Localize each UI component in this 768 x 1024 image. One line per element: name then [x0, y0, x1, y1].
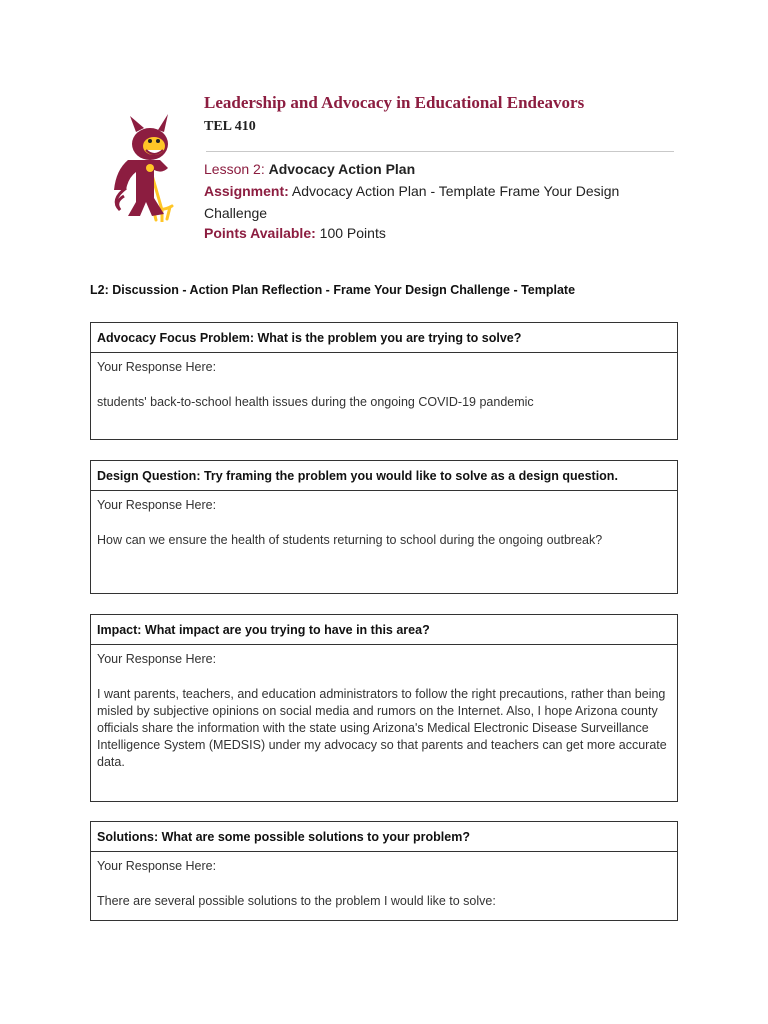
question-box-focus-problem: [90, 322, 678, 440]
question-box-impact: [90, 614, 678, 802]
course-code: TEL 410: [204, 119, 256, 134]
question-prompt: Advocacy Focus Problem: What is the problem you are trying to solve?: [91, 323, 677, 353]
assignment-line: [204, 180, 684, 224]
question-prompt: Impact: What impact are you trying to have in this area?: [91, 615, 677, 645]
sun-devil-mascot-icon: [106, 110, 188, 222]
points-line: [204, 222, 684, 244]
response-text: I want parents, teachers, and education administrators to follow the right precautions, rather than being misled by subjective opinions on social media and rumors on the Internet. Also, I hope Arizona county officials share the information with the state using Arizona's Medical Electronic Disease Surveillance Intelligence System (MEDSIS) under my advocacy so that parents and teachers can get more accurate data.: [97, 687, 667, 769]
question-box-design-question: [90, 460, 678, 594]
question-prompt: Solutions: What are some possible solutions to your problem?: [91, 822, 677, 852]
response-text: There are several possible solutions to the problem I would like to solve:: [97, 894, 496, 908]
course-title: Leadership and Advocacy in Educational Endeavors: [204, 93, 585, 112]
points-value: 100 Points: [319, 225, 386, 241]
question-prompt: Design Question: Try framing the problem you would like to solve as a design question.: [91, 461, 677, 491]
response-area[interactable]: [91, 491, 677, 549]
lesson-value: Advocacy Action Plan: [268, 161, 416, 177]
lesson-label: Lesson 2:: [204, 161, 265, 177]
assignment-value: Advocacy Action Plan - Template Frame Your Design Challenge: [204, 183, 620, 221]
header-divider: [206, 151, 674, 152]
lesson-line: [204, 158, 684, 180]
response-area[interactable]: [91, 353, 677, 411]
points-label: Points Available:: [204, 225, 316, 241]
section-heading: L2: Discussion - Action Plan Reflection - Frame Your Design Challenge - Template: [90, 283, 576, 297]
response-area[interactable]: [91, 852, 677, 910]
response-label: Your Response Here:: [97, 652, 217, 666]
question-box-solutions: [90, 821, 678, 921]
response-text: How can we ensure the health of students returning to school during the ongoing outbreak?: [97, 533, 603, 547]
response-label: Your Response Here:: [97, 360, 217, 374]
response-label: Your Response Here:: [97, 859, 217, 873]
response-text: students' back-to-school health issues during the ongoing COVID-19 pandemic: [97, 395, 534, 409]
response-area[interactable]: [91, 645, 677, 771]
assignment-label: Assignment:: [204, 183, 289, 199]
response-label: Your Response Here:: [97, 498, 217, 512]
